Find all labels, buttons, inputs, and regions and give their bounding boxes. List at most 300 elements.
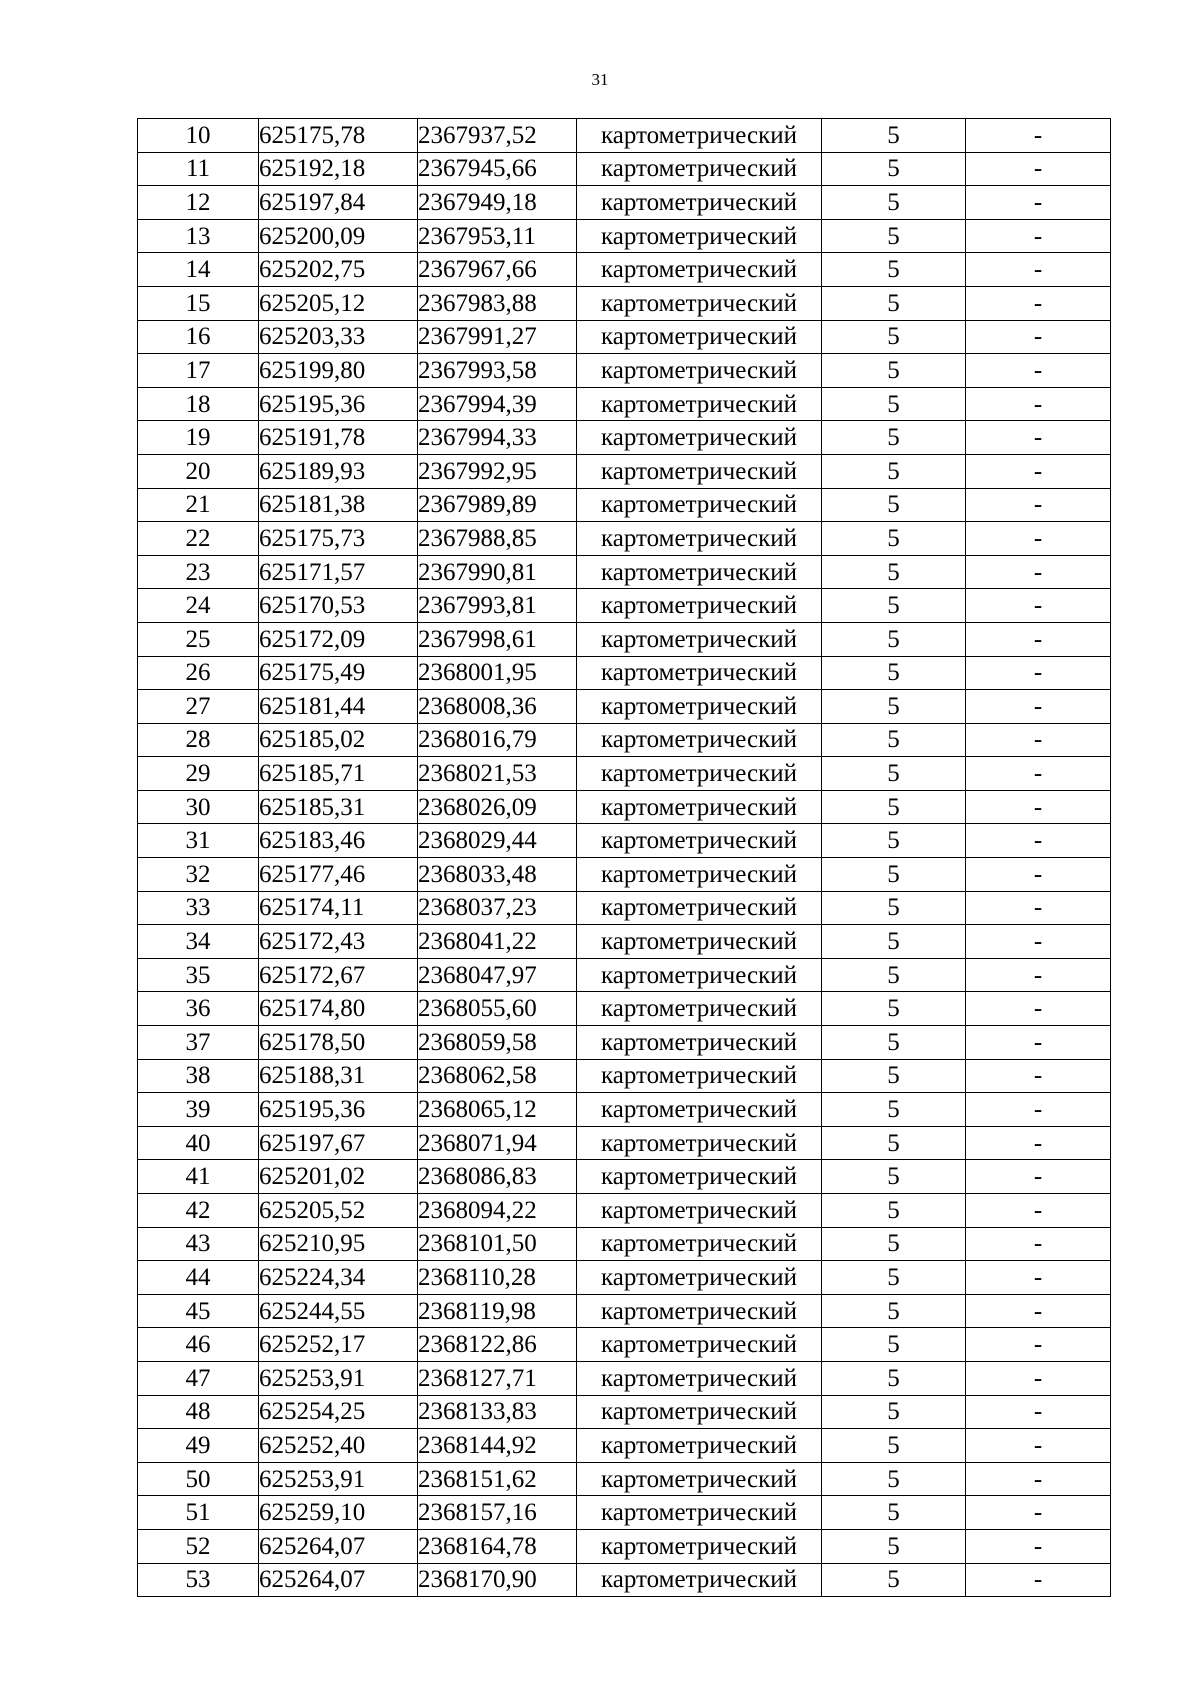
point-number-cell: 35 (138, 958, 259, 992)
method-cell: картометрический (577, 152, 822, 186)
accuracy-cell: 5 (822, 1059, 966, 1093)
y-coordinate-cell: 2368133,83 (418, 1395, 577, 1429)
method-cell: картометрический (577, 891, 822, 925)
table-row (138, 1294, 1111, 1328)
point-number-cell: 30 (138, 790, 259, 824)
point-number-cell: 48 (138, 1395, 259, 1429)
table-row (138, 1194, 1111, 1228)
point-number-cell: 11 (138, 152, 259, 186)
x-coordinate-cell: 625205,52 (259, 1194, 418, 1228)
y-coordinate-cell: 2368026,09 (418, 790, 577, 824)
table-row (138, 790, 1111, 824)
method-cell: картометрический (577, 186, 822, 220)
y-coordinate-cell: 2368157,16 (418, 1496, 577, 1530)
x-coordinate-cell: 625197,84 (259, 186, 418, 220)
table-row (138, 1395, 1111, 1429)
point-number-cell: 34 (138, 925, 259, 959)
method-cell: картометрический (577, 488, 822, 522)
table-row (138, 1429, 1111, 1463)
x-coordinate-cell: 625185,71 (259, 757, 418, 791)
note-cell: - (966, 858, 1111, 892)
method-cell: картометрический (577, 656, 822, 690)
table-row (138, 992, 1111, 1026)
point-number-cell: 17 (138, 354, 259, 388)
x-coordinate-cell: 625175,78 (259, 119, 418, 153)
y-coordinate-cell: 2368029,44 (418, 824, 577, 858)
accuracy-cell: 5 (822, 555, 966, 589)
method-cell: картометрический (577, 723, 822, 757)
accuracy-cell: 5 (822, 1261, 966, 1295)
method-cell: картометрический (577, 589, 822, 623)
y-coordinate-cell: 2368055,60 (418, 992, 577, 1026)
y-coordinate-cell: 2368127,71 (418, 1361, 577, 1395)
accuracy-cell: 5 (822, 1529, 966, 1563)
point-number-cell: 15 (138, 286, 259, 320)
accuracy-cell: 5 (822, 286, 966, 320)
note-cell: - (966, 1160, 1111, 1194)
x-coordinate-cell: 625200,09 (259, 219, 418, 253)
table-row (138, 723, 1111, 757)
accuracy-cell: 5 (822, 1227, 966, 1261)
table-row (138, 925, 1111, 959)
x-coordinate-cell: 625203,33 (259, 320, 418, 354)
point-number-cell: 10 (138, 119, 259, 153)
y-coordinate-cell: 2368122,86 (418, 1328, 577, 1362)
y-coordinate-cell: 2367988,85 (418, 522, 577, 556)
x-coordinate-cell: 625205,12 (259, 286, 418, 320)
accuracy-cell: 5 (822, 824, 966, 858)
point-number-cell: 32 (138, 858, 259, 892)
y-coordinate-cell: 2368008,36 (418, 690, 577, 724)
accuracy-cell: 5 (822, 1194, 966, 1228)
note-cell: - (966, 891, 1111, 925)
table-row (138, 656, 1111, 690)
method-cell: картометрический (577, 555, 822, 589)
point-number-cell: 47 (138, 1361, 259, 1395)
y-coordinate-cell: 2367989,89 (418, 488, 577, 522)
accuracy-cell: 5 (822, 992, 966, 1026)
note-cell: - (966, 219, 1111, 253)
table-row (138, 824, 1111, 858)
note-cell: - (966, 186, 1111, 220)
table-row (138, 1361, 1111, 1395)
accuracy-cell: 5 (822, 1462, 966, 1496)
y-coordinate-cell: 2367998,61 (418, 622, 577, 656)
table-row (138, 354, 1111, 388)
point-number-cell: 53 (138, 1563, 259, 1597)
y-coordinate-cell: 2368101,50 (418, 1227, 577, 1261)
method-cell: картометрический (577, 1429, 822, 1463)
method-cell: картометрический (577, 690, 822, 724)
note-cell: - (966, 387, 1111, 421)
x-coordinate-cell: 625185,31 (259, 790, 418, 824)
x-coordinate-cell: 625175,73 (259, 522, 418, 556)
table-row (138, 219, 1111, 253)
method-cell: картометрический (577, 119, 822, 153)
point-number-cell: 51 (138, 1496, 259, 1530)
table-row (138, 119, 1111, 153)
point-number-cell: 22 (138, 522, 259, 556)
note-cell: - (966, 421, 1111, 455)
x-coordinate-cell: 625191,78 (259, 421, 418, 455)
y-coordinate-cell: 2367983,88 (418, 286, 577, 320)
x-coordinate-cell: 625171,57 (259, 555, 418, 589)
note-cell: - (966, 1361, 1111, 1395)
accuracy-cell: 5 (822, 1496, 966, 1530)
note-cell: - (966, 1529, 1111, 1563)
table-row (138, 1093, 1111, 1127)
y-coordinate-cell: 2368086,83 (418, 1160, 577, 1194)
note-cell: - (966, 1429, 1111, 1463)
x-coordinate-cell: 625202,75 (259, 253, 418, 287)
accuracy-cell: 5 (822, 186, 966, 220)
point-number-cell: 33 (138, 891, 259, 925)
method-cell: картометрический (577, 1227, 822, 1261)
method-cell: картометрический (577, 387, 822, 421)
accuracy-cell: 5 (822, 757, 966, 791)
note-cell: - (966, 1093, 1111, 1127)
point-number-cell: 44 (138, 1261, 259, 1295)
accuracy-cell: 5 (822, 488, 966, 522)
point-number-cell: 21 (138, 488, 259, 522)
note-cell: - (966, 1328, 1111, 1362)
method-cell: картометрический (577, 1529, 822, 1563)
y-coordinate-cell: 2368033,48 (418, 858, 577, 892)
note-cell: - (966, 1496, 1111, 1530)
point-number-cell: 29 (138, 757, 259, 791)
note-cell: - (966, 656, 1111, 690)
point-number-cell: 46 (138, 1328, 259, 1362)
accuracy-cell: 5 (822, 354, 966, 388)
table-row (138, 1529, 1111, 1563)
note-cell: - (966, 1059, 1111, 1093)
note-cell: - (966, 757, 1111, 791)
table-row (138, 454, 1111, 488)
method-cell: картометрический (577, 1395, 822, 1429)
table-row (138, 1059, 1111, 1093)
y-coordinate-cell: 2367953,11 (418, 219, 577, 253)
y-coordinate-cell: 2368144,92 (418, 1429, 577, 1463)
table-row (138, 1462, 1111, 1496)
method-cell: картометрический (577, 1462, 822, 1496)
table-row (138, 757, 1111, 791)
accuracy-cell: 5 (822, 421, 966, 455)
method-cell: картометрический (577, 219, 822, 253)
point-number-cell: 27 (138, 690, 259, 724)
accuracy-cell: 5 (822, 152, 966, 186)
accuracy-cell: 5 (822, 1160, 966, 1194)
table-row (138, 186, 1111, 220)
method-cell: картометрический (577, 1294, 822, 1328)
point-number-cell: 25 (138, 622, 259, 656)
accuracy-cell: 5 (822, 858, 966, 892)
method-cell: картометрический (577, 790, 822, 824)
x-coordinate-cell: 625174,11 (259, 891, 418, 925)
accuracy-cell: 5 (822, 454, 966, 488)
accuracy-cell: 5 (822, 790, 966, 824)
accuracy-cell: 5 (822, 1328, 966, 1362)
y-coordinate-cell: 2367993,58 (418, 354, 577, 388)
table-row (138, 488, 1111, 522)
y-coordinate-cell: 2368094,22 (418, 1194, 577, 1228)
note-cell: - (966, 1395, 1111, 1429)
note-cell: - (966, 824, 1111, 858)
y-coordinate-cell: 2368041,22 (418, 925, 577, 959)
note-cell: - (966, 790, 1111, 824)
table-row (138, 320, 1111, 354)
table-row (138, 1160, 1111, 1194)
table-row (138, 958, 1111, 992)
table-row (138, 152, 1111, 186)
y-coordinate-cell: 2368062,58 (418, 1059, 577, 1093)
x-coordinate-cell: 625264,07 (259, 1563, 418, 1597)
coordinates-table (137, 118, 1111, 1597)
y-coordinate-cell: 2367991,27 (418, 320, 577, 354)
note-cell: - (966, 925, 1111, 959)
x-coordinate-cell: 625175,49 (259, 656, 418, 690)
table-row (138, 622, 1111, 656)
method-cell: картометрический (577, 1261, 822, 1295)
note-cell: - (966, 1294, 1111, 1328)
method-cell: картометрический (577, 1496, 822, 1530)
y-coordinate-cell: 2367945,66 (418, 152, 577, 186)
method-cell: картометрический (577, 253, 822, 287)
table-row (138, 1496, 1111, 1530)
coordinates-table-body (138, 119, 1111, 1597)
accuracy-cell: 5 (822, 1563, 966, 1597)
accuracy-cell: 5 (822, 891, 966, 925)
x-coordinate-cell: 625197,67 (259, 1126, 418, 1160)
table-row (138, 253, 1111, 287)
accuracy-cell: 5 (822, 1026, 966, 1060)
y-coordinate-cell: 2367949,18 (418, 186, 577, 220)
point-number-cell: 38 (138, 1059, 259, 1093)
x-coordinate-cell: 625170,53 (259, 589, 418, 623)
y-coordinate-cell: 2367937,52 (418, 119, 577, 153)
y-coordinate-cell: 2367994,33 (418, 421, 577, 455)
y-coordinate-cell: 2368151,62 (418, 1462, 577, 1496)
point-number-cell: 26 (138, 656, 259, 690)
note-cell: - (966, 1026, 1111, 1060)
x-coordinate-cell: 625210,95 (259, 1227, 418, 1261)
table-row (138, 1563, 1111, 1597)
accuracy-cell: 5 (822, 690, 966, 724)
y-coordinate-cell: 2368047,97 (418, 958, 577, 992)
accuracy-cell: 5 (822, 656, 966, 690)
table-row (138, 286, 1111, 320)
note-cell: - (966, 690, 1111, 724)
x-coordinate-cell: 625264,07 (259, 1529, 418, 1563)
method-cell: картометрический (577, 925, 822, 959)
note-cell: - (966, 1563, 1111, 1597)
accuracy-cell: 5 (822, 622, 966, 656)
x-coordinate-cell: 625252,17 (259, 1328, 418, 1362)
y-coordinate-cell: 2368164,78 (418, 1529, 577, 1563)
table-row (138, 891, 1111, 925)
accuracy-cell: 5 (822, 1395, 966, 1429)
x-coordinate-cell: 625201,02 (259, 1160, 418, 1194)
method-cell: картометрический (577, 354, 822, 388)
table-row (138, 1227, 1111, 1261)
note-cell: - (966, 622, 1111, 656)
point-number-cell: 49 (138, 1429, 259, 1463)
accuracy-cell: 5 (822, 589, 966, 623)
point-number-cell: 50 (138, 1462, 259, 1496)
accuracy-cell: 5 (822, 119, 966, 153)
y-coordinate-cell: 2368016,79 (418, 723, 577, 757)
accuracy-cell: 5 (822, 958, 966, 992)
note-cell: - (966, 320, 1111, 354)
table-row (138, 421, 1111, 455)
point-number-cell: 28 (138, 723, 259, 757)
accuracy-cell: 5 (822, 723, 966, 757)
accuracy-cell: 5 (822, 522, 966, 556)
y-coordinate-cell: 2368119,98 (418, 1294, 577, 1328)
table-row (138, 1026, 1111, 1060)
point-number-cell: 18 (138, 387, 259, 421)
point-number-cell: 40 (138, 1126, 259, 1160)
accuracy-cell: 5 (822, 1126, 966, 1160)
table-row (138, 387, 1111, 421)
x-coordinate-cell: 625259,10 (259, 1496, 418, 1530)
note-cell: - (966, 488, 1111, 522)
table-row (138, 589, 1111, 623)
point-number-cell: 23 (138, 555, 259, 589)
x-coordinate-cell: 625172,67 (259, 958, 418, 992)
table-row (138, 1126, 1111, 1160)
x-coordinate-cell: 625172,09 (259, 622, 418, 656)
x-coordinate-cell: 625183,46 (259, 824, 418, 858)
table-row (138, 1261, 1111, 1295)
method-cell: картометрический (577, 622, 822, 656)
point-number-cell: 42 (138, 1194, 259, 1228)
table-row (138, 858, 1111, 892)
x-coordinate-cell: 625244,55 (259, 1294, 418, 1328)
method-cell: картометрический (577, 1361, 822, 1395)
note-cell: - (966, 286, 1111, 320)
note-cell: - (966, 1462, 1111, 1496)
x-coordinate-cell: 625189,93 (259, 454, 418, 488)
note-cell: - (966, 253, 1111, 287)
accuracy-cell: 5 (822, 925, 966, 959)
point-number-cell: 39 (138, 1093, 259, 1127)
y-coordinate-cell: 2367990,81 (418, 555, 577, 589)
method-cell: картометрический (577, 1059, 822, 1093)
point-number-cell: 19 (138, 421, 259, 455)
x-coordinate-cell: 625224,34 (259, 1261, 418, 1295)
accuracy-cell: 5 (822, 219, 966, 253)
accuracy-cell: 5 (822, 253, 966, 287)
method-cell: картометрический (577, 454, 822, 488)
x-coordinate-cell: 625195,36 (259, 1093, 418, 1127)
x-coordinate-cell: 625181,38 (259, 488, 418, 522)
accuracy-cell: 5 (822, 1093, 966, 1127)
table-row (138, 522, 1111, 556)
method-cell: картометрический (577, 1093, 822, 1127)
point-number-cell: 45 (138, 1294, 259, 1328)
x-coordinate-cell: 625181,44 (259, 690, 418, 724)
method-cell: картометрический (577, 992, 822, 1026)
x-coordinate-cell: 625172,43 (259, 925, 418, 959)
x-coordinate-cell: 625174,80 (259, 992, 418, 1026)
method-cell: картометрический (577, 958, 822, 992)
point-number-cell: 24 (138, 589, 259, 623)
note-cell: - (966, 992, 1111, 1026)
note-cell: - (966, 454, 1111, 488)
note-cell: - (966, 1194, 1111, 1228)
method-cell: картометрический (577, 1026, 822, 1060)
method-cell: картометрический (577, 1126, 822, 1160)
method-cell: картометрический (577, 824, 822, 858)
method-cell: картометрический (577, 1328, 822, 1362)
note-cell: - (966, 958, 1111, 992)
method-cell: картометрический (577, 320, 822, 354)
y-coordinate-cell: 2367992,95 (418, 454, 577, 488)
point-number-cell: 13 (138, 219, 259, 253)
y-coordinate-cell: 2368037,23 (418, 891, 577, 925)
y-coordinate-cell: 2368001,95 (418, 656, 577, 690)
note-cell: - (966, 522, 1111, 556)
accuracy-cell: 5 (822, 1361, 966, 1395)
note-cell: - (966, 723, 1111, 757)
point-number-cell: 41 (138, 1160, 259, 1194)
point-number-cell: 37 (138, 1026, 259, 1060)
method-cell: картометрический (577, 858, 822, 892)
note-cell: - (966, 555, 1111, 589)
note-cell: - (966, 354, 1111, 388)
y-coordinate-cell: 2368071,94 (418, 1126, 577, 1160)
accuracy-cell: 5 (822, 1294, 966, 1328)
point-number-cell: 52 (138, 1529, 259, 1563)
x-coordinate-cell: 625253,91 (259, 1361, 418, 1395)
point-number-cell: 20 (138, 454, 259, 488)
accuracy-cell: 5 (822, 1429, 966, 1463)
note-cell: - (966, 119, 1111, 153)
table-row (138, 1328, 1111, 1362)
x-coordinate-cell: 625199,80 (259, 354, 418, 388)
x-coordinate-cell: 625178,50 (259, 1026, 418, 1060)
table-row (138, 690, 1111, 724)
method-cell: картометрический (577, 1194, 822, 1228)
note-cell: - (966, 1126, 1111, 1160)
x-coordinate-cell: 625177,46 (259, 858, 418, 892)
y-coordinate-cell: 2367967,66 (418, 253, 577, 287)
x-coordinate-cell: 625253,91 (259, 1462, 418, 1496)
method-cell: картометрический (577, 1160, 822, 1194)
x-coordinate-cell: 625192,18 (259, 152, 418, 186)
method-cell: картометрический (577, 421, 822, 455)
point-number-cell: 43 (138, 1227, 259, 1261)
point-number-cell: 36 (138, 992, 259, 1026)
method-cell: картометрический (577, 522, 822, 556)
y-coordinate-cell: 2367994,39 (418, 387, 577, 421)
y-coordinate-cell: 2368021,53 (418, 757, 577, 791)
y-coordinate-cell: 2368170,90 (418, 1563, 577, 1597)
method-cell: картометрический (577, 757, 822, 791)
x-coordinate-cell: 625195,36 (259, 387, 418, 421)
note-cell: - (966, 589, 1111, 623)
point-number-cell: 16 (138, 320, 259, 354)
method-cell: картометрический (577, 286, 822, 320)
x-coordinate-cell: 625188,31 (259, 1059, 418, 1093)
x-coordinate-cell: 625254,25 (259, 1395, 418, 1429)
note-cell: - (966, 1261, 1111, 1295)
point-number-cell: 12 (138, 186, 259, 220)
x-coordinate-cell: 625185,02 (259, 723, 418, 757)
accuracy-cell: 5 (822, 387, 966, 421)
note-cell: - (966, 1227, 1111, 1261)
table-row (138, 555, 1111, 589)
